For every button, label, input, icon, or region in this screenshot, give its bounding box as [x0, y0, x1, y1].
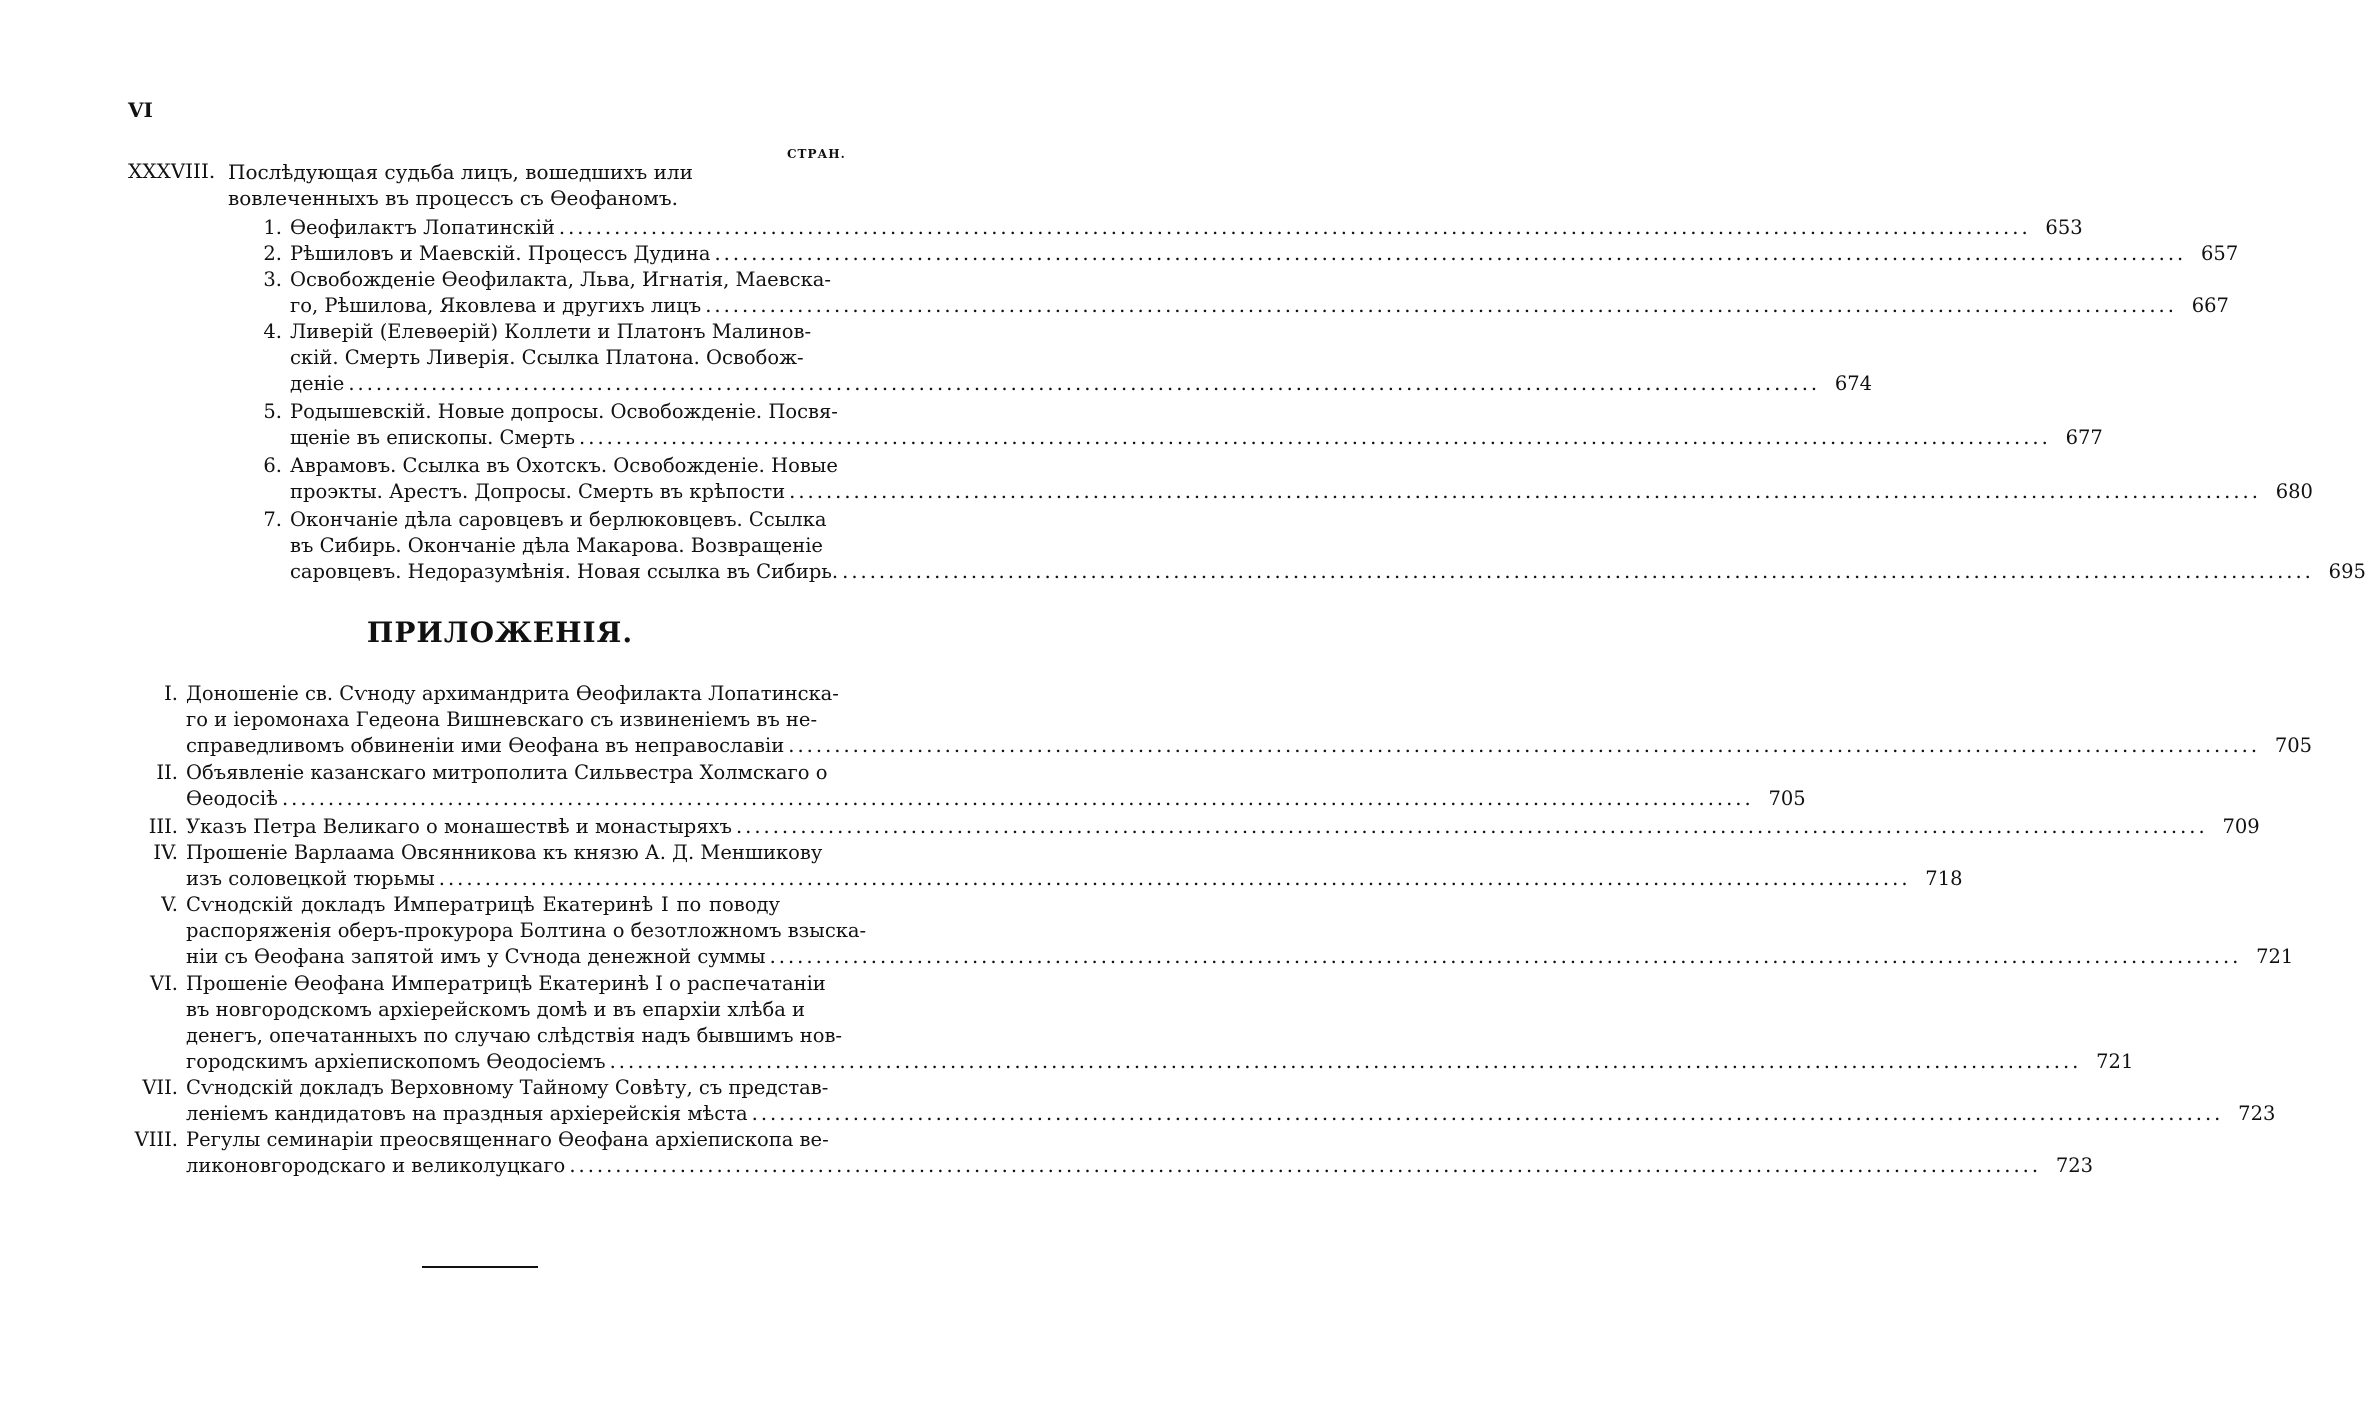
toc-entry	[263, 507, 2366, 585]
toc-entry-last-line	[290, 215, 2083, 241]
toc-entry-last-line	[186, 786, 1806, 812]
toc-entry-line: въ Сибирь. Окончаніе дѣла Макарова. Возвращеніе	[290, 534, 823, 557]
toc-entry-line: денегъ, опечатанныхъ по случаю слѣдствія надъ бывшимъ нов-	[186, 1024, 843, 1047]
toc-entry-title-end: деніе	[290, 372, 345, 395]
toc-entry-title-end: Ѳеофилактъ Лопатинскій	[290, 216, 555, 239]
toc-entry-line: Аврамовъ. Ссылка въ Охотскъ. Освобожденіе. Новые	[290, 454, 838, 477]
toc-entry-number: II.	[156, 761, 178, 784]
toc-entry-line: Объявленіе казанскаго митрополита Сильвестра Холмскаго о	[186, 761, 828, 784]
toc-entry-number: VIII.	[134, 1128, 178, 1151]
toc-entry	[150, 971, 2134, 1075]
toc-entry-line: Сѵнодскій докладъ Императрицѣ Екатеринѣ I по поводу	[186, 893, 780, 916]
toc-entry	[148, 814, 2260, 840]
toc-entry-last-line	[186, 1049, 2134, 1075]
toc-entry	[263, 267, 2229, 319]
toc-entry	[134, 1127, 2094, 1179]
toc-entry-page: 709	[2222, 815, 2260, 838]
toc-entry	[263, 241, 2239, 267]
dot-leader: ................................................................................................................................................................	[281, 787, 1754, 810]
toc-entry-line: Регулы семинаріи преосвященнаго Ѳеофана архіепископа ве-	[186, 1128, 829, 1151]
toc-entry-page: 705	[1768, 787, 1806, 810]
toc-entry-page: 657	[2201, 242, 2239, 265]
dot-leader: ................................................................................................................................................................	[348, 372, 1821, 395]
toc-entry-number: 1.	[263, 216, 282, 239]
toc-entry	[161, 892, 2294, 970]
dot-leader: ................................................................................................................................................................	[769, 945, 2242, 968]
dot-leader: ................................................................................................................................................................	[735, 815, 2208, 838]
toc-entry-last-line	[290, 293, 2229, 319]
toc-entry	[263, 399, 2103, 451]
toc-entry-last-line	[186, 1153, 2094, 1179]
toc-entry-number: 5.	[263, 400, 282, 423]
toc-entry-page: 723	[2238, 1102, 2276, 1125]
dot-leader: ................................................................................................................................................................	[705, 294, 2177, 317]
toc-entry-page: 723	[2055, 1154, 2094, 1177]
page-number: VI	[128, 98, 153, 122]
page-column-header: СТРАН.	[787, 147, 846, 161]
toc-entry-title-end: ніи съ Ѳеофана запятой имъ у Сѵнода денежной суммы	[186, 945, 766, 968]
toc-entry-title-end: Рѣшиловъ и Маевскій. Процессъ Дудина	[290, 242, 711, 265]
toc-entry-title-end: городскимъ архіепископомъ Ѳеодосіемъ	[186, 1050, 606, 1073]
toc-entry-page: 667	[2191, 294, 2229, 317]
toc-entry-number: 7.	[263, 508, 282, 531]
toc-entry-title-end: ликоновгородскаго и великолуцкаго	[186, 1154, 566, 1177]
dot-leader: ................................................................................................................................................................	[789, 480, 2261, 503]
toc-entry	[142, 1075, 2276, 1127]
dot-leader: ................................................................................................................................................................	[714, 242, 2187, 265]
toc-entry-number: III.	[148, 815, 178, 838]
toc-entry-line: Сѵнодскій докладъ Верховному Тайному Совѣту, съ представ-	[186, 1076, 829, 1099]
toc-entry	[263, 453, 2313, 505]
dot-leader: ................................................................................................................................................................	[842, 560, 2314, 583]
toc-entry-last-line	[290, 559, 2366, 585]
toc-entry-page: 653	[2045, 216, 2083, 239]
toc-entry-line: Освобожденіе Ѳеофилакта, Льва, Игнатія, Маевска-	[290, 268, 831, 291]
dot-leader: ................................................................................................................................................................	[788, 734, 2261, 757]
toc-entry-title-end: проэкты. Арестъ. Допросы. Смерть въ крѣпости	[290, 480, 786, 503]
appendix-heading: ПРИЛОЖЕНІЯ.	[366, 616, 634, 649]
toc-entry-page: 721	[2256, 945, 2294, 968]
toc-entry-line: скій. Смерть Ливерія. Ссылка Платона. Освобож-	[290, 346, 804, 369]
dot-leader: ................................................................................................................................................................	[438, 867, 1911, 890]
toc-entry-page: 718	[1925, 867, 1963, 890]
toc-entry-line: го и іеромонаха Гедеона Вишневскаго съ извиненіемъ въ не-	[186, 708, 818, 731]
toc-entry-page: 705	[2274, 734, 2313, 757]
dot-leader: ................................................................................................................................................................	[569, 1154, 2042, 1177]
toc-entry-last-line	[290, 479, 2313, 505]
toc-entry-last-line	[186, 1101, 2276, 1127]
toc-entry-line: Прошеніе Ѳеофана Императрицѣ Екатеринѣ I о распечатаніи	[186, 972, 826, 995]
toc-entry-last-line	[186, 944, 2294, 970]
toc-entry-number: 6.	[263, 454, 282, 477]
toc-entry	[164, 681, 2313, 759]
toc-entry-line: распоряженія оберъ-прокурора Болтина о безотложномъ взыска-	[186, 919, 867, 942]
toc-entry-page: 721	[2096, 1050, 2134, 1073]
toc-entry-last-line	[186, 814, 2260, 840]
toc-entry-title-end: го, Рѣшилова, Яковлева и другихъ лицъ	[290, 294, 702, 317]
dot-leader: ................................................................................................................................................................	[609, 1050, 2082, 1073]
toc-entry-number: I.	[164, 682, 178, 705]
toc-entry-last-line	[186, 866, 1963, 892]
toc-entry-number: V.	[161, 893, 178, 916]
toc-entry-last-line	[290, 241, 2239, 267]
toc-entry-number: 2.	[263, 242, 282, 265]
toc-entry-title-end: саровцевъ. Недоразумѣнія. Новая ссылка въ Сибирь.	[290, 560, 839, 583]
toc-entry-page: 695	[2328, 560, 2366, 583]
toc-entry-number: VI.	[150, 972, 178, 995]
toc-entry-number: VII.	[142, 1076, 178, 1099]
toc-entry-line: Окончаніе дѣла саровцевъ и берлюковцевъ. Ссылка	[290, 508, 827, 531]
toc-entry-number: 3.	[263, 268, 282, 291]
toc-entry-line: Доношеніе св. Сѵноду архимандрита Ѳеофилакта Лопатинска-	[186, 682, 839, 705]
toc-entry-title-end: Указъ Петра Великаго о монашествѣ и монастыряхъ	[186, 815, 732, 838]
dot-leader: ................................................................................................................................................................	[558, 216, 2031, 239]
toc-entry-title-end: справедливомъ обвиненіи ими Ѳеофана въ неправославіи	[186, 734, 785, 757]
toc-entry-page: 680	[2275, 480, 2313, 503]
toc-entry-page: 674	[1834, 372, 1873, 395]
dot-leader: ................................................................................................................................................................	[751, 1102, 2224, 1125]
toc-entry-title-end: щеніе въ епископы. Смерть	[290, 426, 576, 449]
toc-entry-line: Прошеніе Варлаама Овсянникова къ князю А. Д. Меншикову	[186, 841, 823, 864]
toc-entry-line: въ новгородскомъ архіерейскомъ домѣ и въ епархіи хлѣба и	[186, 998, 806, 1021]
toc-entry-title-end: леніемъ кандидатовъ на праздныя архіерейскія мѣста	[186, 1102, 748, 1125]
toc-entry-last-line	[290, 371, 1873, 397]
chapter-title: Послѣдующая судьба лицъ, вошедшихъ или вовлеченныхъ въ процессъ съ Ѳеофаномъ.	[228, 160, 693, 210]
toc-entry-last-line	[186, 733, 2313, 759]
toc-entry-page: 677	[2065, 426, 2103, 449]
toc-entry-last-line	[290, 425, 2103, 451]
toc-entry-title-end: Ѳеодосіѣ	[186, 787, 278, 810]
toc-entry-number: 4.	[263, 320, 282, 343]
toc-entry-line: Ливерій (Елевѳерій) Коллети и Платонъ Малинов-	[290, 320, 812, 343]
toc-entry	[156, 760, 1806, 812]
chapter-number: XXXVIII.	[128, 159, 216, 183]
closing-rule	[422, 1266, 538, 1268]
toc-entry-number: IV.	[153, 841, 178, 864]
toc-entry	[263, 215, 2083, 241]
toc-entry	[153, 840, 1963, 892]
dot-leader: ................................................................................................................................................................	[579, 426, 2051, 449]
toc-entry	[263, 319, 1873, 397]
toc-entry-title-end: изъ соловецкой тюрьмы	[186, 867, 435, 890]
toc-entry-line: Родышевскій. Новые допросы. Освобожденіе. Посвя-	[290, 400, 838, 423]
